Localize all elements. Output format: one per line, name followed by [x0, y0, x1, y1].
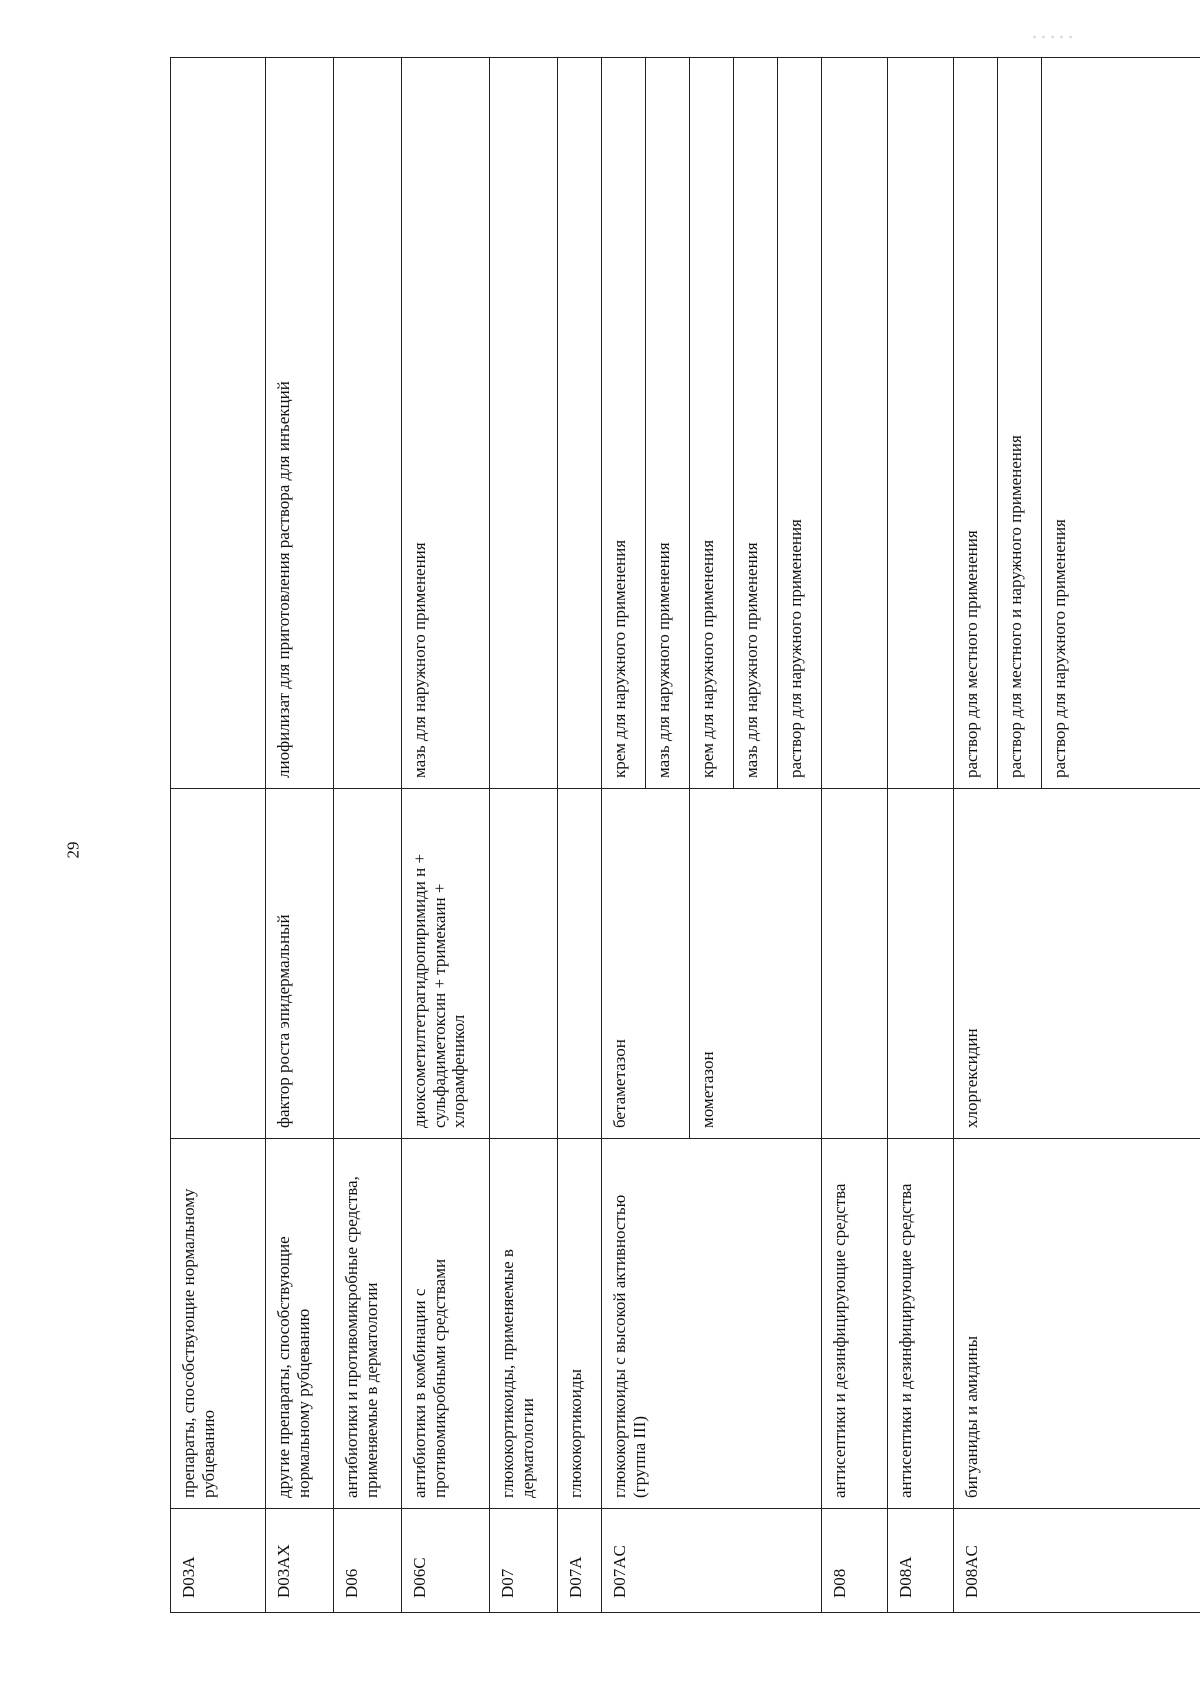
dosage-form: [334, 58, 402, 789]
group-name: препараты, способствующие нормальному рубцеванию: [171, 1139, 266, 1509]
group-name: антисептики и дезинфицирующие средства: [888, 1139, 954, 1509]
substance-name: хлоргексидин: [954, 789, 1200, 1139]
substance-name: [334, 789, 402, 1139]
substance-name: бетаметазон: [602, 789, 690, 1139]
drug-table: [170, 57, 1200, 1613]
group-name: глюкокортикоиды, применяемые в дерматологии: [490, 1139, 558, 1509]
table-row: [954, 58, 998, 1613]
substance-name: [558, 789, 602, 1139]
group-name: другие препараты, способствующие нормальному рубцеванию: [266, 1139, 334, 1509]
substance-name: [822, 789, 888, 1139]
substance-name: мометазон: [690, 789, 822, 1139]
dosage-form: [822, 58, 888, 789]
table-row: [888, 58, 954, 1613]
table-row: [558, 58, 602, 1613]
atc-code: D08AC: [954, 1509, 1200, 1613]
table-row: [334, 58, 402, 1613]
table-row: [171, 58, 266, 1613]
group-name: антибиотики в комбинации с противомикробными средствами: [402, 1139, 490, 1509]
dosage-form: мазь для наружного применения: [734, 58, 778, 789]
page-number: 29: [63, 841, 83, 859]
dosage-form: [490, 58, 558, 789]
atc-code: D06C: [402, 1509, 490, 1613]
group-name: глюкокортикоиды: [558, 1139, 602, 1509]
substance-name: [171, 789, 266, 1139]
substance-name: диоксометилтетрагидропиримиди н + сульфадиметоксин + тримекаин + хлорамфеникол: [402, 789, 490, 1139]
dosage-form: [171, 58, 266, 789]
dosage-form: раствор для местного применения: [954, 58, 998, 789]
dosage-form: раствор для местного и наружного применения: [998, 58, 1042, 789]
dosage-form: раствор для наружного применения: [778, 58, 822, 789]
group-name: антисептики и дезинфицирующие средства: [822, 1139, 888, 1509]
atc-code: D07A: [558, 1509, 602, 1613]
substance-name: [888, 789, 954, 1139]
scan-artifact: [1030, 34, 1076, 40]
atc-code: D08: [822, 1509, 888, 1613]
atc-code: D06: [334, 1509, 402, 1613]
substance-name: [490, 789, 558, 1139]
dosage-form: раствор для наружного применения: [1042, 58, 1200, 789]
atc-code: D07: [490, 1509, 558, 1613]
rotated-table-container: [170, 58, 1200, 1613]
table-row: [822, 58, 888, 1613]
dosage-form: мазь для наружного применения: [402, 58, 490, 789]
table-row: [490, 58, 558, 1613]
group-name: антибиотики и противомикробные средства, применяемые в дерматологии: [334, 1139, 402, 1509]
table-row: [602, 58, 646, 1613]
dosage-form: крем для наружного применения: [690, 58, 734, 789]
dosage-form: крем для наружного применения: [602, 58, 646, 789]
dosage-form: [888, 58, 954, 789]
table-row: [402, 58, 490, 1613]
dosage-form: мазь для наружного применения: [646, 58, 690, 789]
atc-code: D03AX: [266, 1509, 334, 1613]
atc-code: D07AC: [602, 1509, 822, 1613]
table-row: [266, 58, 334, 1613]
dosage-form: лиофилизат для приготовления раствора для инъекций: [266, 58, 334, 789]
atc-code: D08A: [888, 1509, 954, 1613]
substance-name: фактор роста эпидермальный: [266, 789, 334, 1139]
group-name: бигуаниды и амидины: [954, 1139, 1200, 1509]
group-name: глюкокортикоиды с высокой активностью (группа III): [602, 1139, 822, 1509]
dosage-form: [558, 58, 602, 789]
atc-code: D03A: [171, 1509, 266, 1613]
